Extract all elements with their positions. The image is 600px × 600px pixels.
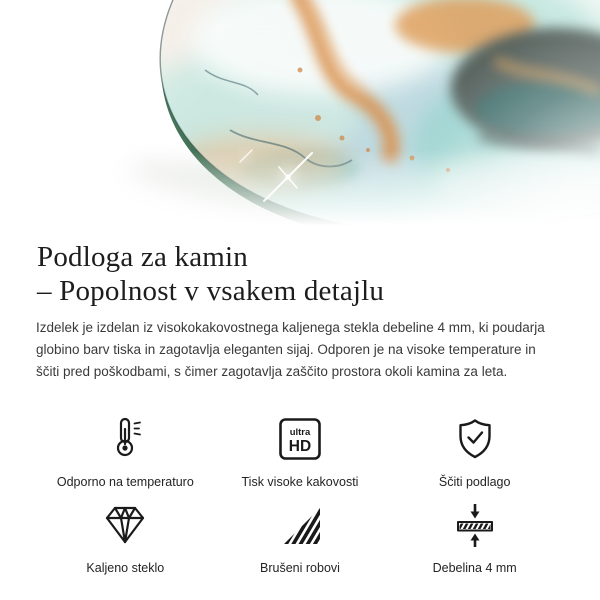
- page-title: [37, 240, 564, 308]
- beveled-edges-icon: [276, 503, 324, 549]
- feature-label: Debelina 4 mm: [432, 561, 517, 575]
- title-line-1: Podloga za kamin: [37, 241, 248, 273]
- diamond-icon: [101, 503, 149, 549]
- feature-tempered-glass: [38, 503, 213, 577]
- thickness-icon: [451, 503, 499, 549]
- feature-print-quality: [213, 417, 388, 491]
- shield-check-icon: [451, 417, 499, 463]
- glass-disc-photo: [0, 0, 600, 226]
- feature-label: Odporno na temperaturo: [56, 475, 194, 489]
- svg-text:HD: HD: [288, 438, 312, 455]
- feature-label: Ščiti podlago: [438, 475, 511, 489]
- product-image: [0, 0, 600, 226]
- feature-label: Kaljeno steklo: [86, 561, 165, 575]
- feature-label: Tisk visoke kakovosti: [241, 475, 359, 489]
- features-grid: [38, 417, 562, 577]
- svg-text:ultra: ultra: [289, 427, 311, 438]
- feature-protects-base: [387, 417, 562, 491]
- feature-label: Brušeni robovi: [260, 561, 340, 575]
- product-info-section: [0, 240, 600, 577]
- thermometer-icon: [101, 417, 149, 463]
- product-description: Izdelek je izdelan iz visokokakovostnega kaljenega stekla debeline 4 mm, ki poudarja globino barv tiska in zagotavlja eleganten sijaj. Odporen je na visoke temperature in ščiti pred poškodbami, s čimer zagotavlja zaščito prostora okoli kamina za leta.: [36, 320, 545, 379]
- feature-polished-edges: [213, 503, 388, 577]
- ultra-hd-icon: [276, 417, 324, 463]
- feature-temperature-resistant: [38, 417, 213, 491]
- feature-thickness: [387, 503, 562, 577]
- title-line-2: – Popolnost v vsakem detajlu: [37, 275, 385, 307]
